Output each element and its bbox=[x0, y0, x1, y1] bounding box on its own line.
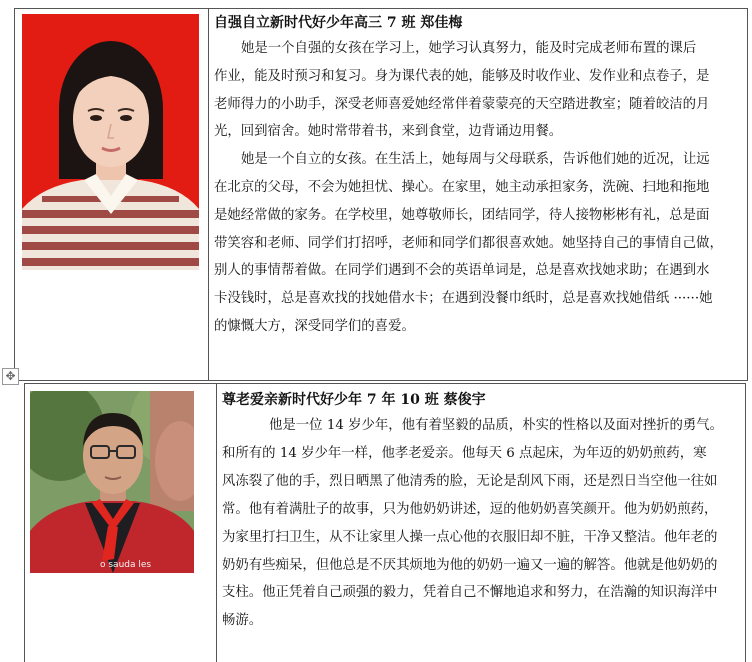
paragraph-line: 常。他有着满肚子的故事，只为他奶奶讲述，逗的他奶奶喜笑颜开。他为奶奶煎药， bbox=[222, 501, 718, 517]
student-2-title: 尊老爱亲新时代好少年 7 年 10 班 蔡俊宇 bbox=[222, 392, 486, 408]
move-anchor-icon[interactable]: ✥ bbox=[2, 368, 19, 385]
paragraph-line: 带笑容和老师、同学们打招呼，老师和同学们都很喜欢她。她坚持自己的事情自己做， bbox=[214, 235, 723, 251]
student-1-text bbox=[214, 11, 734, 341]
paragraph-line: 她是一个自立的女孩。在生活上，她每周与父母联系，告诉他们她的近况，让远 bbox=[241, 152, 710, 168]
paragraph-line: 她是一个自强的女孩在学习上，她学习认真努力，能及时完成老师布置的课后 bbox=[241, 41, 697, 56]
photo-caption: o sauda les bbox=[100, 560, 152, 570]
paragraph-line: 光，回到宿舍。她时常带着书，来到食堂，边背诵边用餐。 bbox=[214, 124, 563, 140]
paragraph-line: 老师得力的小助手，深受老师喜爱她经常伴着蒙蒙亮的天空踏进教室；随着皎洁的月 bbox=[214, 96, 710, 112]
column-divider bbox=[216, 384, 217, 662]
paragraph-line: 别人的事情帮着做。在同学们遇到不会的英语单词是，总是喜欢找她求助；在遇到水 bbox=[214, 263, 710, 279]
student-photo-cai-junyu bbox=[30, 391, 194, 573]
paragraph-line: 和所有的 14 岁少年一样，他孝老爱亲。他每天 6 点起床，为年迈的奶奶煎药，寒 bbox=[222, 445, 707, 461]
student-2-text bbox=[222, 388, 738, 635]
paragraph-line: 畅游。 bbox=[222, 613, 263, 629]
column-divider bbox=[208, 9, 209, 380]
paragraph-line: 作业，能及时预习和复习。身为课代表的她，能够及时收作业、发作业和点卷子，是 bbox=[214, 68, 710, 84]
paragraph-line: 的慷慨大方，深受同学们的喜爱。 bbox=[214, 318, 415, 334]
student-1-title: 自强自立新时代好少年高三 7 班 郑佳梅 bbox=[214, 15, 463, 31]
student-photo-zheng-jiamei bbox=[22, 14, 199, 270]
paragraph-line: 风冻裂了他的手，烈日晒黑了他清秀的脸，无论是刮风下雨，还是烈日当空他一往如 bbox=[222, 473, 718, 489]
paragraph-line: 他是一位 14 岁少年，他有着坚毅的品质，朴实的性格以及面对挫折的勇气。 bbox=[269, 418, 724, 433]
paragraph-line: 奶奶有些痴呆，但他总是不厌其烦地为他的奶奶一遍又一遍的解答。他就是他奶奶的 bbox=[222, 557, 718, 573]
paragraph-line: 卡没钱时，总是喜欢找的找她借水卡；在遇到没餐巾纸时，总是喜欢找她借纸 ······她 bbox=[214, 291, 713, 307]
paragraph-line: 在北京的父母，不会为她担忧、操心。在家里，她主动承担家务，洗碗、扫地和拖地 bbox=[214, 179, 710, 195]
paragraph-line: 为家里打扫卫生，从不让家里人操一点心他的衣服旧却不脏，干净又整洁。他年老的 bbox=[222, 529, 718, 545]
paragraph-line: 是她经常做的家务。在学校里，她尊敬师长，团结同学，待人接物彬彬有礼，总是面 bbox=[214, 207, 710, 223]
paragraph-line: 支柱。他正凭着自己顽强的毅力，凭着自己不懈地追求和努力，在浩瀚的知识海洋中 bbox=[222, 585, 718, 601]
